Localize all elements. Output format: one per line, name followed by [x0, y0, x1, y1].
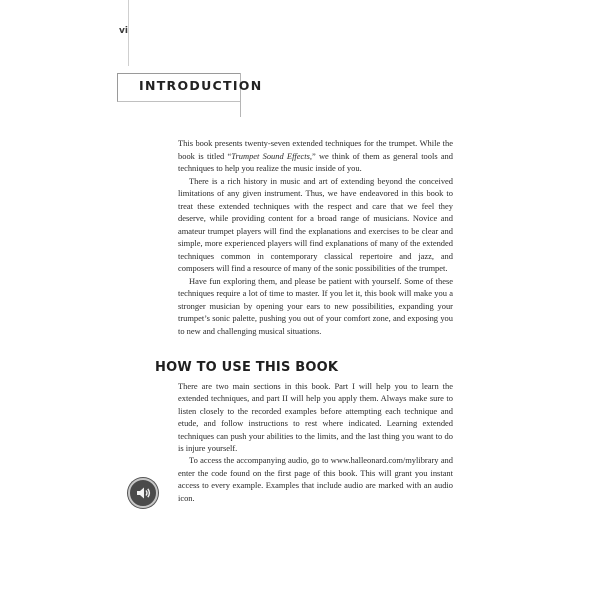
speaker-icon	[128, 478, 158, 508]
howto-paragraph-2: To access the accompanying audio, go to www.halleonard.com/mylibrary and enter the code found on the first page of this book. This will grant you instant access to every example. Examples that include audio are marked with an audio icon.	[178, 455, 453, 503]
intro-paragraph-2: There is a rich history in music and art of extending beyond the conceived limitations of any given instrument. Thus, we have endeavored in this book to treat these extended techniques with the respect and care that we feel they deserve, while providing content for a broad range of musicians. Novice and amateur trumpet players will find the explanations and exercises to be clear and simple, more experienced players will find explanations of many of the extended techniques common in contemporary classical repertoire and jazz, and composers will find a resource of many of the sonic possibilities of the trumpet.	[178, 175, 453, 273]
chapter-title: INTRODUCTION	[139, 78, 263, 93]
page-number: vi	[119, 26, 128, 36]
speaker-glyph	[134, 484, 152, 502]
book-title: Trumpet Sound Effects,	[231, 150, 312, 161]
howto-body	[178, 380, 453, 504]
section-heading: HOW TO USE THIS BOOK	[155, 360, 339, 375]
vertical-rule	[128, 0, 129, 66]
intro-paragraph-3: Have fun exploring them, and please be patient with yourself. Some of these techniques require a lot of time to master. If you let it, this book will make you a stronger musician by opening your ears to new possibilities, expanding your trumpet’s sonic palette, pushing you out of your comfort zone, and exposing you to new and challenging musical situations.	[178, 275, 453, 336]
intro-body	[178, 137, 453, 337]
howto-paragraph-1: There are two main sections in this book. Part I will help you to learn the extended techniques, and part II will help you apply them. Always make sure to listen closely to the recorded examples before attempting each technique and etude, and follow instructions to rest where indicated. Learning extended techniques can push your abilities to the limits, and the last thing you want to do is injure yourself.	[178, 381, 453, 454]
intro-paragraph-1: This book presents twenty-seven extended techniques for the trumpet. While the book is titled “Trumpet Sound Effects,” we think of them as general tools and techniques to help you realize the music inside of you.	[178, 138, 453, 173]
